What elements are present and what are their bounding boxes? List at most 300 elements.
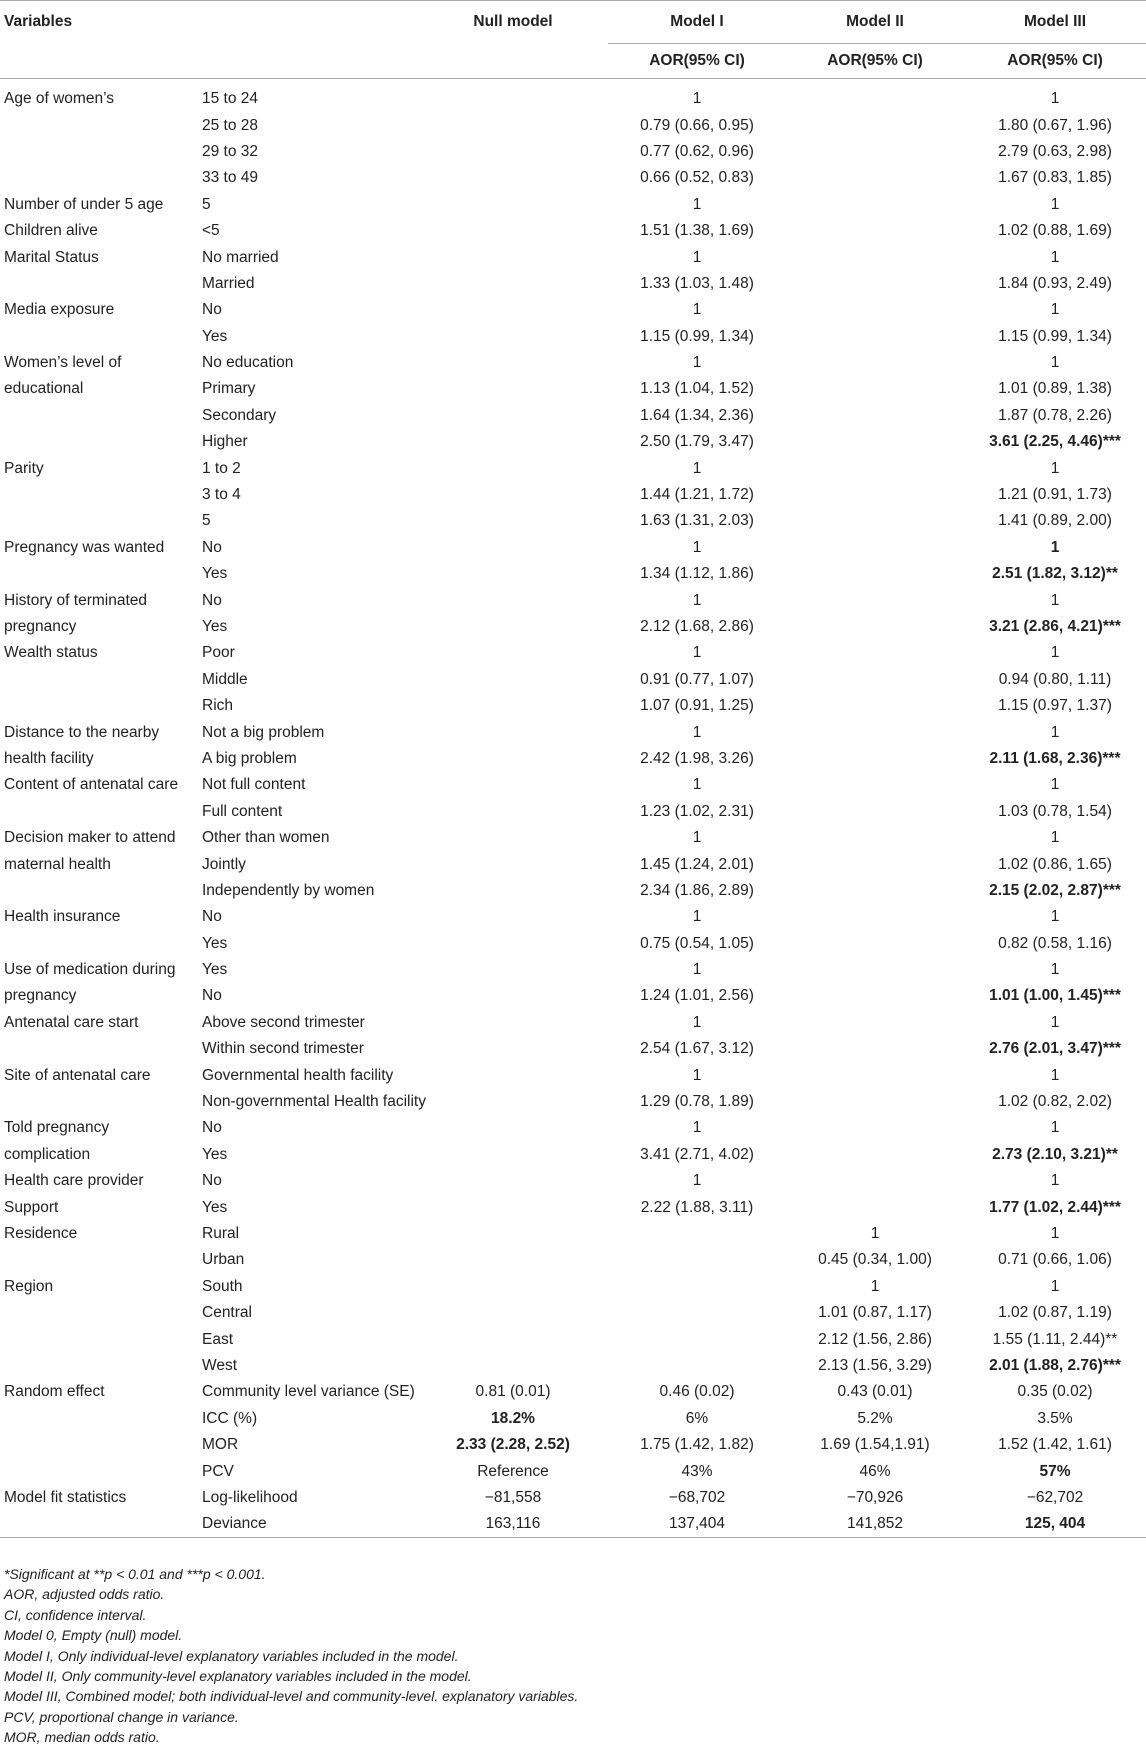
null-model-cell: −81,558 <box>484 1488 542 1506</box>
table-row <box>0 1406 1146 1432</box>
model-1-cell: 1 <box>692 829 702 847</box>
model-2-cell <box>786 957 964 983</box>
model-1-cell: 1.63 (1.31, 2.03) <box>640 512 754 530</box>
table-row <box>0 112 1146 138</box>
variable-cell <box>0 1247 200 1273</box>
model-3-cell: 1.55 (1.11, 2.44)** <box>992 1330 1118 1348</box>
model-2-cell <box>786 851 964 877</box>
model-1-cell: 2.42 (1.98, 3.26) <box>640 749 754 767</box>
model-2-cell <box>786 640 964 666</box>
category-cell: Not a big problem <box>202 723 325 741</box>
model-3-cell: 1.15 (0.97, 1.37) <box>998 697 1112 715</box>
variable-cell: Region <box>4 1277 54 1295</box>
model-3-cell: 1.87 (0.78, 2.26) <box>998 406 1112 424</box>
null-model-cell <box>418 1326 608 1352</box>
model-2-cell <box>786 165 964 191</box>
category-cell: <5 <box>202 222 220 240</box>
category-cell: No <box>202 908 222 926</box>
model-1-cell: 1 <box>692 1119 702 1137</box>
model-3-cell: 1 <box>1050 248 1060 266</box>
model-2-cell: 1 <box>870 1277 880 1295</box>
footnote-line: PCV, proportional change in variance. <box>4 1708 239 1725</box>
variable-cell <box>0 482 200 508</box>
model-1-cell <box>608 1300 786 1326</box>
category-cell: Yes <box>202 618 228 635</box>
model-3-cell: 1 <box>1050 776 1060 794</box>
header-model-1: Model I <box>608 1 786 44</box>
model-1-cell: 43% <box>681 1462 713 1480</box>
variable-cell: Residence <box>4 1224 78 1242</box>
category-cell: Within second trimester <box>202 1040 364 1058</box>
model-2-cell: −70,926 <box>846 1488 904 1506</box>
category-cell: South <box>202 1277 243 1295</box>
model-3-cell: 1 <box>1050 829 1060 847</box>
null-model-cell <box>418 139 608 165</box>
table-row <box>0 403 1146 429</box>
model-3-cell: 1.15 (0.99, 1.34) <box>998 327 1112 345</box>
model-1-cell <box>608 1326 786 1352</box>
table-row <box>0 218 1146 244</box>
variable-cell <box>0 1089 200 1115</box>
table-row <box>0 799 1146 825</box>
model-2-cell <box>786 192 964 218</box>
table-row <box>0 825 1146 851</box>
model-2-cell <box>786 904 964 930</box>
null-model-cell <box>418 1194 608 1220</box>
table-row <box>0 139 1146 165</box>
model-2-cell <box>786 1089 964 1115</box>
model-2-cell <box>786 614 964 640</box>
null-model-cell <box>418 1036 608 1062</box>
table-row <box>0 1326 1146 1352</box>
table-footnotes <box>4 1564 1134 1748</box>
model-2-cell: 2.13 (1.56, 3.29) <box>818 1356 932 1374</box>
model-1-cell: 1 <box>692 1172 702 1190</box>
model-3-cell: 1 <box>1050 1224 1060 1242</box>
null-model-cell <box>418 561 608 587</box>
model-1-cell: 0.77 (0.62, 0.96) <box>640 142 754 160</box>
category-cell: Primary <box>202 380 256 398</box>
null-model-cell <box>418 1115 608 1141</box>
category-cell: Above second trimester <box>202 1013 365 1031</box>
variable-cell <box>0 429 200 455</box>
null-model-cell <box>418 667 608 693</box>
category-cell: Yes <box>202 565 228 583</box>
model-2-cell <box>786 1142 964 1168</box>
model-2-cell <box>786 112 964 138</box>
model-2-cell <box>786 376 964 402</box>
model-1-cell: 1.75 (1.42, 1.82) <box>640 1436 754 1454</box>
variable-cell <box>0 112 200 138</box>
model-1-cell: 1 <box>692 776 702 794</box>
model-3-cell: 1 <box>1050 90 1060 108</box>
category-cell: No <box>202 987 222 1005</box>
category-cell: 3 to 4 <box>202 486 241 504</box>
model-2-cell: 0.43 (0.01) <box>837 1383 913 1401</box>
category-cell: 15 to 24 <box>202 90 259 108</box>
null-model-cell <box>418 1353 608 1379</box>
variable-cell: Health insurance <box>4 908 121 926</box>
null-model-cell: Reference <box>477 1462 549 1480</box>
variable-cell <box>0 1432 200 1458</box>
model-3-cell: 1.02 (0.88, 1.69) <box>998 222 1112 240</box>
model-3-cell: 0.94 (0.80, 1.11) <box>998 670 1112 688</box>
model-2-cell <box>786 1062 964 1088</box>
variable-cell: Health care provider <box>4 1172 144 1190</box>
footnote-line: MOR, median odds ratio. <box>4 1729 160 1746</box>
model-3-cell: 2.73 (2.10, 3.21)** <box>992 1145 1118 1163</box>
table-row <box>0 772 1146 798</box>
variable-cell <box>0 139 200 165</box>
table-row <box>0 271 1146 297</box>
model-1-cell: 1 <box>692 1013 702 1031</box>
model-3-cell: 1.67 (0.83, 1.85) <box>998 169 1112 187</box>
table-row <box>0 244 1146 270</box>
category-cell: 5 <box>202 512 211 530</box>
footnote-line: AOR, adjusted odds ratio. <box>4 1586 165 1603</box>
model-1-cell: 3.41 (2.71, 4.02) <box>640 1145 754 1163</box>
null-model-cell <box>418 1062 608 1088</box>
model-2-cell <box>786 482 964 508</box>
variable-cell <box>0 1036 200 1062</box>
null-model-cell <box>418 192 608 218</box>
model-2-cell <box>786 218 964 244</box>
model-3-cell: 3.61 (2.25, 4.46)*** <box>989 433 1121 451</box>
table-row <box>0 1221 1146 1247</box>
model-1-cell: 1 <box>692 1066 702 1084</box>
model-2-cell <box>786 1168 964 1194</box>
variable-cell <box>0 1353 200 1379</box>
category-cell: Poor <box>202 644 235 662</box>
model-2-cell: 5.2% <box>857 1409 893 1427</box>
table-row <box>0 1300 1146 1326</box>
model-1-cell: 1 <box>692 90 702 108</box>
null-model-cell <box>418 1142 608 1168</box>
category-cell: Jointly <box>202 855 246 873</box>
category-cell: Married <box>202 274 255 292</box>
null-model-cell <box>418 482 608 508</box>
variable-cell: Number of under 5 age <box>4 195 164 213</box>
null-model-cell <box>418 297 608 323</box>
model-3-cell: 3.21 (2.86, 4.21)*** <box>989 618 1121 635</box>
variable-cell: Site of antenatal care <box>4 1066 151 1084</box>
model-1-cell <box>608 1247 786 1273</box>
null-model-cell <box>418 350 608 376</box>
variable-cell: Children alive <box>4 222 98 240</box>
variable-cell <box>0 799 200 825</box>
model-2-cell <box>786 1194 964 1220</box>
model-3-cell: 1.02 (0.86, 1.65) <box>998 855 1112 873</box>
table-row <box>0 508 1146 534</box>
null-model-cell <box>418 376 608 402</box>
null-model-cell <box>418 1089 608 1115</box>
model-3-cell: 1.77 (1.02, 2.44)*** <box>989 1198 1121 1216</box>
category-cell: No married <box>202 248 279 266</box>
variable-cell: Use of medication during <box>4 961 176 979</box>
variable-cell: Distance to the nearby <box>4 723 160 741</box>
table-row <box>0 324 1146 350</box>
table-row <box>0 455 1146 481</box>
null-model-cell <box>418 746 608 772</box>
table-row <box>0 561 1146 587</box>
null-model-cell: 2.33 (2.28, 2.52) <box>456 1436 570 1454</box>
model-1-cell: 0.79 (0.66, 0.95) <box>640 116 754 134</box>
variable-cell: pregnancy <box>4 618 77 635</box>
table-row <box>0 482 1146 508</box>
variable-cell: Decision maker to attend <box>4 829 176 847</box>
table-row <box>0 1089 1146 1115</box>
category-cell: MOR <box>202 1436 239 1454</box>
category-cell: Middle <box>202 670 248 688</box>
model-3-cell: 57% <box>1039 1462 1071 1480</box>
model-2-cell <box>786 297 964 323</box>
variable-cell <box>0 1458 200 1484</box>
model-1-cell: 1 <box>692 908 702 926</box>
model-1-cell: 1 <box>692 195 702 213</box>
model-1-cell: 0.75 (0.54, 1.05) <box>640 934 754 952</box>
model-2-cell <box>786 1115 964 1141</box>
null-model-cell <box>418 878 608 904</box>
model-3-cell: 1 <box>1050 1172 1060 1190</box>
null-model-cell: 0.81 (0.01) <box>475 1383 551 1401</box>
variable-cell <box>0 324 200 350</box>
variable-cell: Support <box>4 1198 59 1216</box>
header-model-2: Model II <box>786 1 964 44</box>
table-row <box>0 1485 1146 1511</box>
variable-cell: maternal health <box>4 855 111 873</box>
model-2-cell <box>786 1010 964 1036</box>
variable-cell <box>0 667 200 693</box>
model-1-cell: 1.51 (1.38, 1.69) <box>640 222 754 240</box>
category-cell: Central <box>202 1304 252 1322</box>
category-cell: PCV <box>202 1462 234 1480</box>
table-row <box>0 535 1146 561</box>
table-row <box>0 719 1146 745</box>
variable-cell: health facility <box>4 749 94 767</box>
null-model-cell <box>418 455 608 481</box>
model-1-cell: 0.91 (0.77, 1.07) <box>640 670 754 688</box>
category-cell: 25 to 28 <box>202 116 259 134</box>
table-row <box>0 1062 1146 1088</box>
model-2-cell <box>786 429 964 455</box>
variable-cell: Random effect <box>4 1383 105 1401</box>
variable-cell: Pregnancy was wanted <box>4 538 165 556</box>
null-model-cell <box>418 931 608 957</box>
model-3-cell: 1 <box>1050 301 1060 319</box>
model-2-cell <box>786 244 964 270</box>
category-cell: Yes <box>202 1145 228 1163</box>
model-1-cell: 2.12 (1.68, 2.86) <box>640 618 754 635</box>
subheader-row <box>0 44 1146 79</box>
footnote-line: *Significant at **p < 0.01 and ***p < 0.001. <box>4 1566 266 1582</box>
null-model-cell <box>418 772 608 798</box>
null-model-cell <box>418 1300 608 1326</box>
model-1-cell: 1 <box>692 538 702 556</box>
null-model-cell <box>418 1168 608 1194</box>
model-1-cell: 1 <box>692 354 702 372</box>
footnote-line: Model 0, Empty (null) model. <box>4 1627 183 1644</box>
null-model-cell: 18.2% <box>491 1409 535 1427</box>
table-row <box>0 904 1146 930</box>
table-row <box>0 878 1146 904</box>
model-2-cell <box>786 350 964 376</box>
table-row <box>0 1142 1146 1168</box>
model-1-cell: 1 <box>692 723 702 741</box>
variable-cell <box>0 693 200 719</box>
model-3-cell: 1 <box>1050 961 1060 979</box>
variable-cell: Antenatal care start <box>4 1013 139 1031</box>
table-row <box>0 165 1146 191</box>
table-row <box>0 1036 1146 1062</box>
variable-cell <box>0 165 200 191</box>
model-1-cell: 1 <box>692 248 702 266</box>
model-1-cell: −68,702 <box>668 1488 726 1506</box>
category-cell: Yes <box>202 934 228 952</box>
variable-cell: Wealth status <box>4 644 98 662</box>
variable-cell <box>0 1326 200 1352</box>
variable-cell <box>0 561 200 587</box>
model-2-cell <box>786 403 964 429</box>
model-2-cell: 1 <box>870 1224 880 1242</box>
null-model-cell <box>418 1010 608 1036</box>
table-row <box>0 746 1146 772</box>
header-model-3: Model III <box>964 1 1146 44</box>
category-cell: Deviance <box>200 1511 418 1538</box>
table-row <box>0 614 1146 640</box>
category-cell: Urban <box>202 1251 245 1269</box>
null-model-cell <box>418 218 608 244</box>
variable-cell: Model fit statistics <box>4 1488 127 1506</box>
table-row <box>0 1353 1146 1379</box>
null-model-cell <box>418 719 608 745</box>
model-2-cell <box>786 693 964 719</box>
model-3-cell: 1 <box>1050 1013 1060 1031</box>
footnote-line: Model II, Only community-level explanatory variables included in the model. <box>4 1668 472 1685</box>
model-1-cell: 2.54 (1.67, 3.12) <box>640 1040 754 1058</box>
model-3-cell: 2.76 (2.01, 3.47)*** <box>989 1040 1121 1058</box>
category-cell: 33 to 49 <box>202 169 259 187</box>
null-model-cell <box>418 112 608 138</box>
null-model-cell <box>418 244 608 270</box>
model-3-cell: 1.01 (0.89, 1.38) <box>998 380 1112 398</box>
subheader-aor-3: AOR(95% CI) <box>964 44 1146 79</box>
category-cell: Full content <box>202 802 283 820</box>
model-1-cell: 1.24 (1.01, 2.56) <box>640 987 754 1005</box>
table-row <box>0 1010 1146 1036</box>
model-3-cell: 1.01 (1.00, 1.45)*** <box>989 987 1121 1005</box>
model-2-cell <box>786 587 964 613</box>
model-3-cell: 1 <box>1050 1277 1060 1295</box>
model-1-cell: 1.44 (1.21, 1.72) <box>640 486 754 504</box>
model-3-cell: 1 <box>1050 908 1060 926</box>
null-model-cell <box>418 904 608 930</box>
null-model-cell <box>418 1221 608 1247</box>
category-cell: Rural <box>202 1224 240 1242</box>
null-model-cell <box>418 1274 608 1300</box>
model-2-cell <box>786 271 964 297</box>
variable-cell <box>0 403 200 429</box>
model-3-cell: 1 <box>1050 195 1060 213</box>
null-model-cell <box>418 1247 608 1273</box>
table-body <box>0 86 1146 1538</box>
model-2-cell <box>786 746 964 772</box>
category-cell: Log-likelihood <box>202 1488 298 1506</box>
table-row <box>0 1194 1146 1220</box>
category-cell: Higher <box>202 433 248 451</box>
model-1-cell: 1.23 (1.02, 2.31) <box>640 802 754 820</box>
category-cell: No <box>202 591 222 609</box>
table-row <box>0 297 1146 323</box>
null-model-cell <box>418 640 608 666</box>
model-1-cell: 1 <box>692 301 702 319</box>
table-row <box>0 376 1146 402</box>
model-1-cell: 0.66 (0.52, 0.83) <box>640 169 754 187</box>
model-3-cell: 0.35 (0.02) <box>1017 1383 1093 1401</box>
model-3-cell: 2.15 (2.02, 2.87)*** <box>989 881 1121 899</box>
category-cell: 1 to 2 <box>202 459 241 477</box>
table-row <box>0 1432 1146 1458</box>
variable-cell: pregnancy <box>4 987 77 1005</box>
footnote-line: CI, confidence interval. <box>4 1606 147 1623</box>
model-3-cell: 3.5% <box>1037 1409 1073 1427</box>
variable-cell: educational <box>4 380 84 398</box>
model-3-cell: 1 <box>1050 723 1060 741</box>
category-cell: No <box>202 1172 222 1190</box>
null-model-cell <box>418 587 608 613</box>
model-2-cell <box>786 324 964 350</box>
table-row <box>0 957 1146 983</box>
subheader-aor-1: AOR(95% CI) <box>608 44 786 79</box>
model-3-cell: 1 <box>1050 1119 1060 1137</box>
model-1-cell: 2.50 (1.79, 3.47) <box>640 433 754 451</box>
table-row <box>0 1115 1146 1141</box>
variable-cell <box>0 508 200 534</box>
category-cell: 29 to 32 <box>202 142 259 160</box>
null-model-cell <box>418 271 608 297</box>
footnote-line: Model I, Only individual-level explanatory variables included in the model. <box>4 1647 459 1664</box>
table-row <box>0 1379 1146 1405</box>
model-1-cell: 1.07 (0.91, 1.25) <box>640 697 754 715</box>
model-3-cell: 1 <box>1050 644 1060 662</box>
null-model-cell <box>418 86 608 112</box>
table-row <box>0 931 1146 957</box>
table-row <box>0 1458 1146 1484</box>
variable-cell: Women’s level of <box>4 354 122 372</box>
model-2-cell <box>786 561 964 587</box>
variable-cell: Media exposure <box>4 301 115 319</box>
category-cell: Other than women <box>202 829 330 847</box>
variable-cell <box>0 1300 200 1326</box>
category-cell: East <box>202 1330 234 1348</box>
table-row <box>0 983 1146 1009</box>
category-cell: No <box>202 1119 222 1137</box>
model-1-cell: 1.33 (1.03, 1.48) <box>640 274 754 292</box>
model-2-cell <box>786 983 964 1009</box>
category-cell: West <box>202 1356 238 1374</box>
model-1-cell: 1 <box>692 644 702 662</box>
null-model-cell <box>418 324 608 350</box>
category-cell: No <box>202 538 222 556</box>
variable-cell <box>0 1511 200 1538</box>
table-row <box>0 350 1146 376</box>
model-1-cell: 1 <box>692 591 702 609</box>
category-cell: Yes <box>202 327 228 345</box>
category-cell: Rich <box>202 697 234 715</box>
category-cell: Independently by women <box>202 881 375 899</box>
model-3-cell: 1.21 (0.91, 1.73) <box>998 486 1112 504</box>
null-model-cell <box>418 403 608 429</box>
category-cell: Community level variance (SE) <box>202 1383 415 1401</box>
